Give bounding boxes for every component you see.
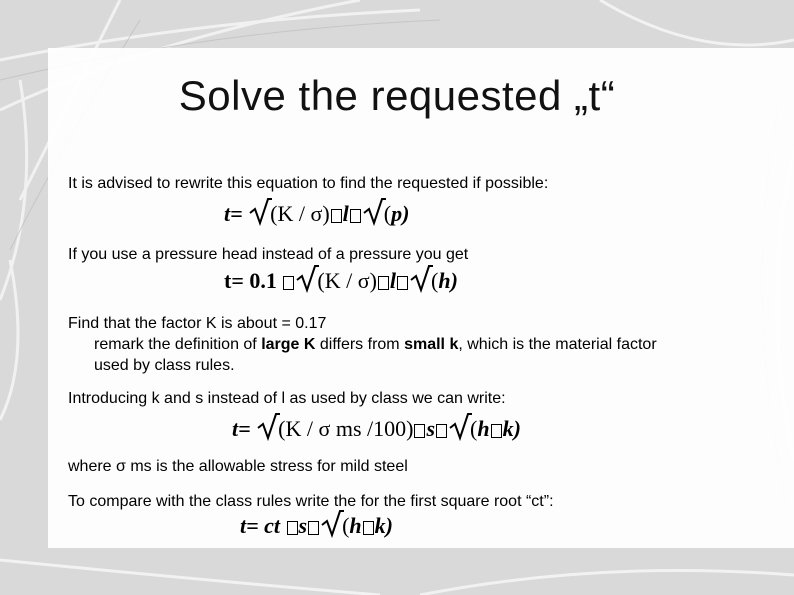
- eq3-inner2a: h: [477, 416, 490, 441]
- equation-2: [224, 268, 458, 294]
- eq4-mid: s: [298, 513, 308, 538]
- sqrt-symbol-icon: (K / σ): [295, 268, 377, 294]
- eq3-lhs: t=: [232, 416, 251, 441]
- sqrt-symbol-icon: (h): [409, 268, 458, 294]
- paragraph-sigma-ms: where σ ms is the allowable stress for mild steel: [68, 458, 408, 475]
- sqrt-symbol-icon: (K / σ): [248, 201, 330, 227]
- paragraph-remark: [94, 334, 657, 355]
- eq4-inner2b: k): [374, 513, 393, 538]
- missing-glyph-box-icon: [397, 276, 408, 290]
- eq1-lhs: t=: [224, 201, 243, 226]
- eq4-inner2a: h: [349, 513, 362, 538]
- remark-text-mid: differs from: [315, 336, 405, 353]
- missing-glyph-box-icon: [436, 424, 447, 438]
- sqrt-symbol-icon: (h k): [448, 416, 521, 442]
- equation-1: [224, 201, 409, 227]
- eq4-lhs: t= ct: [240, 513, 281, 538]
- slide-title: Solve the requested „t“: [178, 72, 616, 119]
- eq1-inner1: K / σ): [277, 201, 330, 226]
- missing-glyph-box-icon: [287, 521, 298, 535]
- missing-glyph-box-icon: [378, 276, 389, 290]
- paragraph-remark-cont: used by class rules.: [94, 357, 235, 374]
- missing-glyph-box-icon: [331, 209, 342, 223]
- eq1-mid: l: [342, 201, 349, 226]
- remark-bold-large-k: large K: [261, 336, 316, 353]
- paragraph-introducing: Introducing k and s instead of l as used by class we can write:: [68, 390, 506, 407]
- sqrt-symbol-icon: (p): [362, 201, 410, 227]
- missing-glyph-box-icon: [414, 424, 425, 438]
- remark-bold-small-k: small k: [404, 336, 459, 353]
- eq2-mid: l: [389, 268, 397, 293]
- missing-glyph-box-icon: [308, 521, 319, 535]
- missing-glyph-box-icon: [283, 276, 294, 290]
- missing-glyph-box-icon: [491, 424, 502, 438]
- eq2-inner2: h): [438, 268, 458, 293]
- sqrt-symbol-icon: (K / σ ms /100): [256, 416, 413, 442]
- paragraph-pressure-head: If you use a pressure head instead of a pressure you get: [68, 246, 469, 263]
- eq3-inner1: K / σ ms /100): [285, 416, 414, 441]
- equation-3: [232, 416, 521, 442]
- paragraph-factor-k: Find that the factor K is about = 0.17: [68, 315, 327, 332]
- remark-text-post: , which is the material factor: [458, 336, 657, 353]
- remark-text-pre: remark the definition of: [94, 336, 262, 353]
- eq1-inner2: p): [391, 201, 410, 226]
- missing-glyph-box-icon: [350, 209, 361, 223]
- eq2-lhs: t= 0.1: [224, 268, 277, 293]
- sqrt-symbol-icon: (h k): [320, 513, 393, 539]
- eq3-inner2b: k): [502, 416, 521, 441]
- equation-4: [240, 513, 393, 539]
- eq2-inner1: K / σ): [324, 268, 377, 293]
- eq3-mid: s: [426, 416, 436, 441]
- paragraph-compare: To compare with the class rules write the for the first square root “ct”:: [68, 493, 554, 510]
- missing-glyph-box-icon: [363, 521, 374, 535]
- paragraph-rewrite: It is advised to rewrite this equation to find the requested if possible:: [68, 175, 549, 192]
